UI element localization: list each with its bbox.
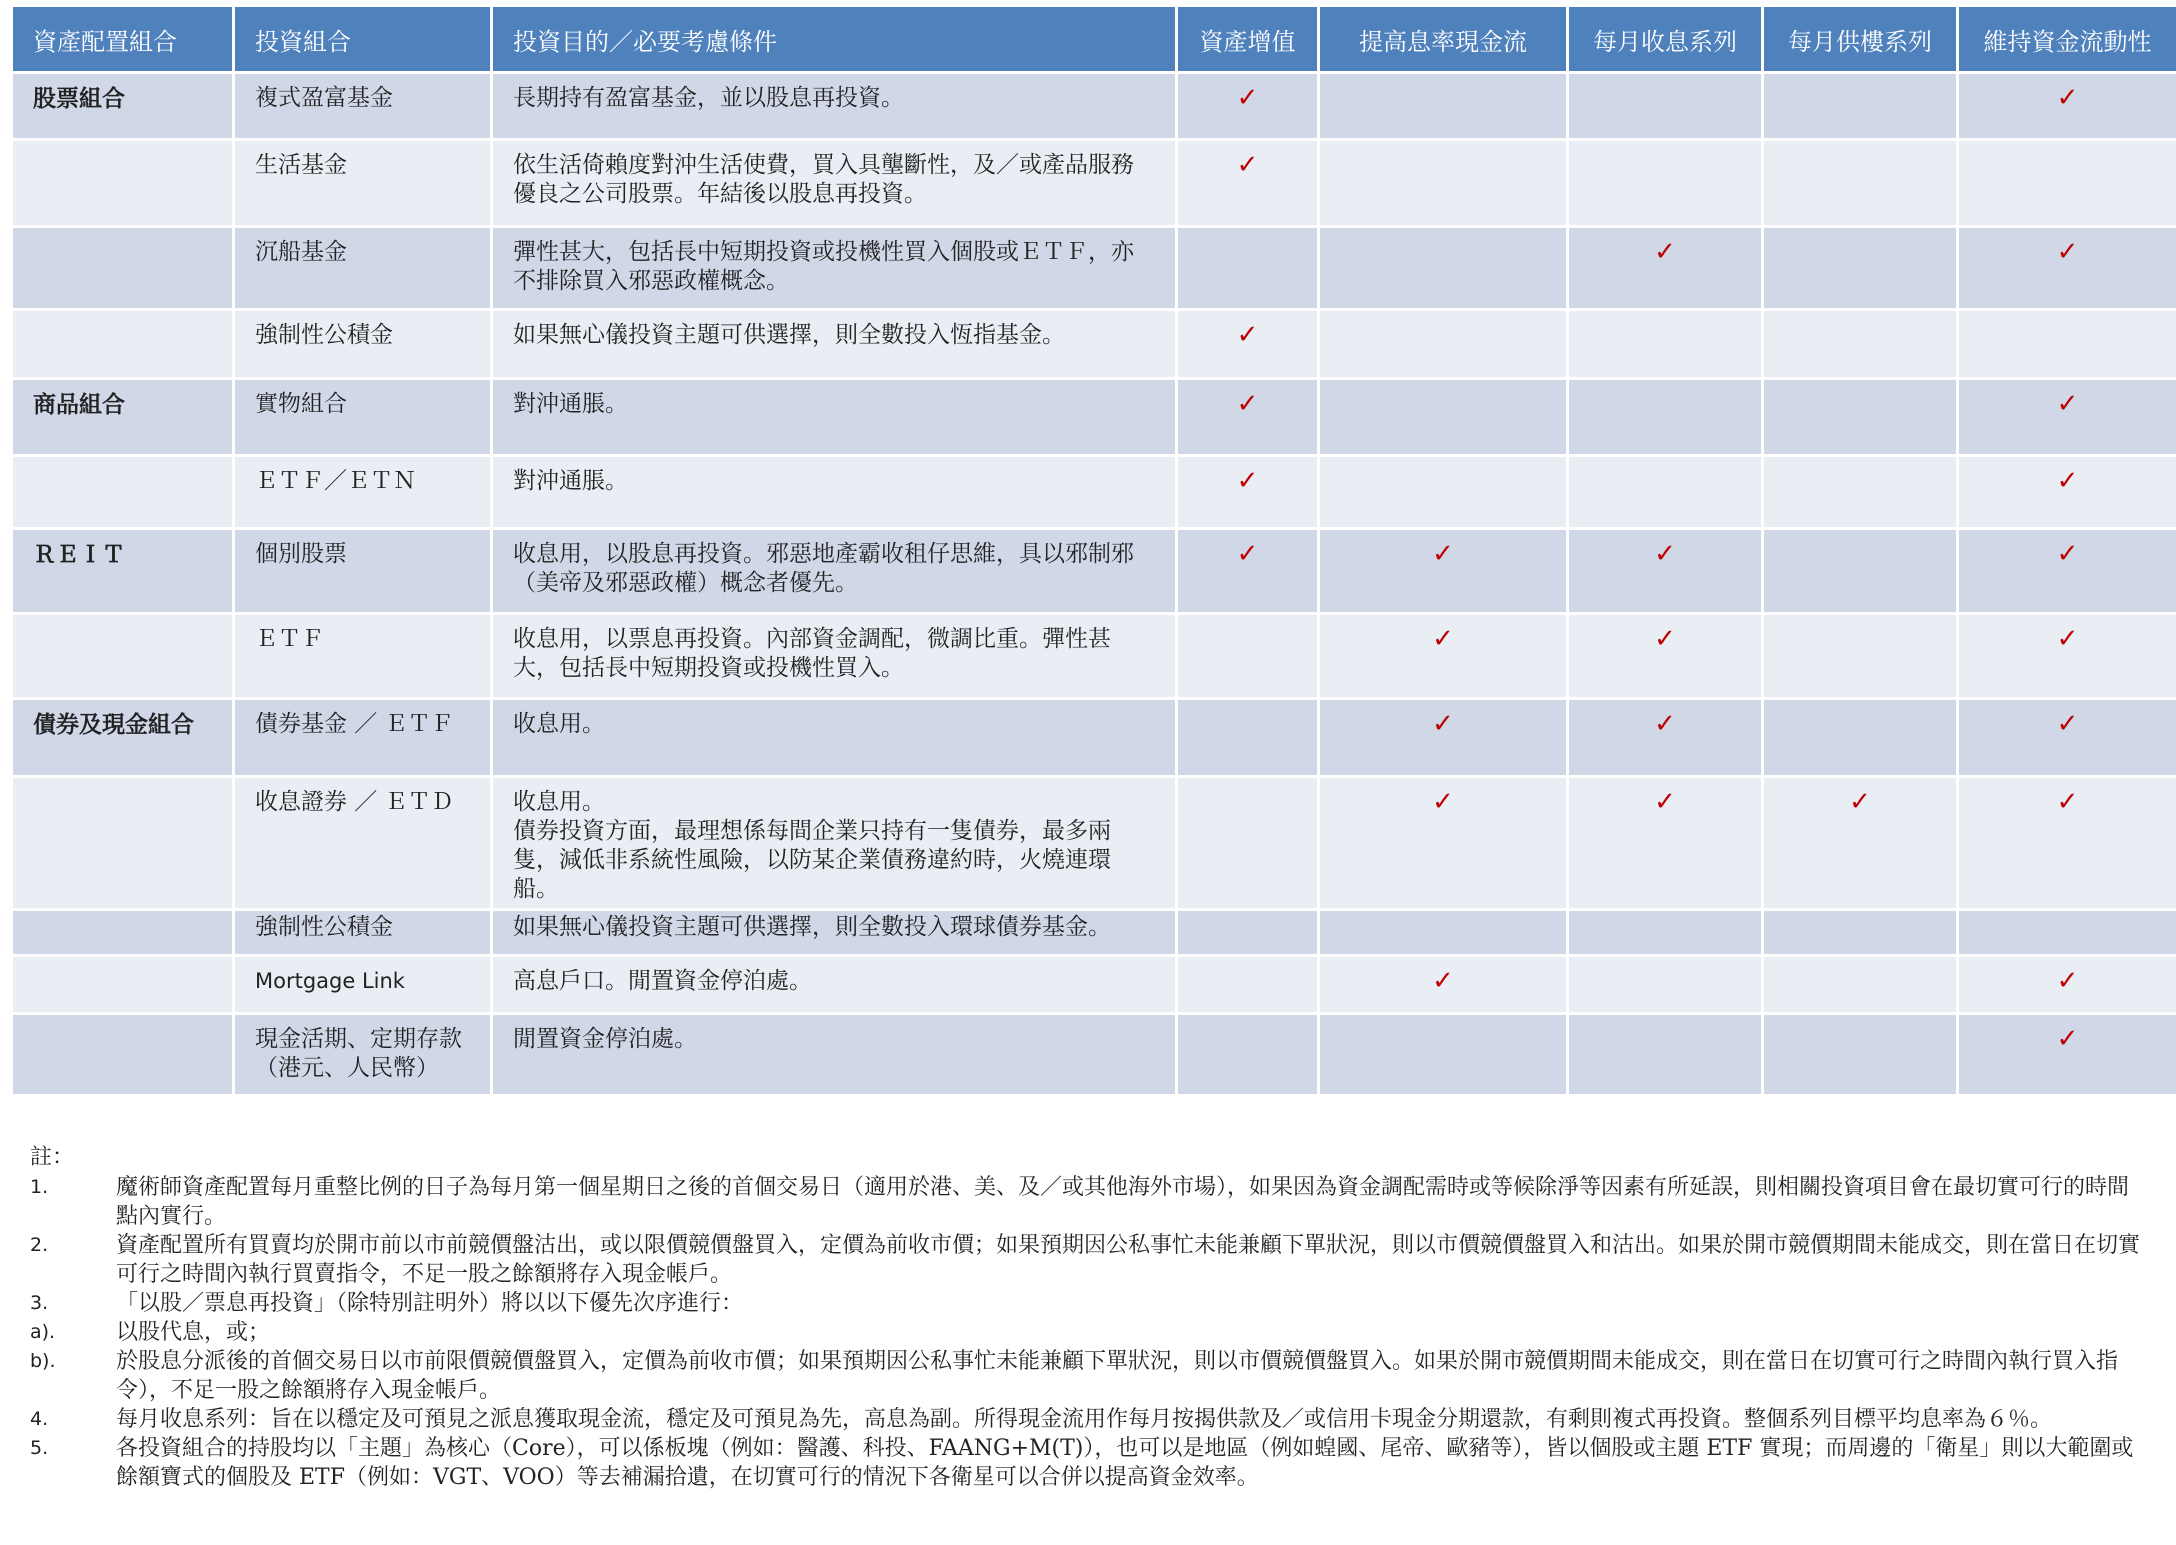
checkmark-icon: ✓	[1236, 320, 1259, 350]
checkmark-icon: ✓	[2056, 83, 2079, 113]
note-item	[30, 1318, 2150, 1347]
checkmark-icon: ✓	[1654, 709, 1676, 739]
table-row	[13, 957, 2176, 1012]
note-text: 於股息分派後的首個交易日以市前限價競價盤買入，定價為前收市價；如果預期因公私事忙未能兼顧下單狀況，則以市價競價盤買入。如果於開市競價期間未能成交，則在當日在切實可行之時間內執行買入指令），不足一股之餘額將存入現金帳戶。	[116, 1349, 2119, 1403]
check-cell-liquidity	[1959, 74, 2176, 138]
checkmark-icon: ✓	[2056, 539, 2079, 569]
asset-group-cell	[13, 911, 232, 954]
checkmark-icon: ✓	[2056, 1024, 2079, 1054]
purpose-cell: 如果無心儀投資主題可供選擇，則全數投入恆指基金。	[493, 311, 1175, 377]
check-cell-mortgage	[1764, 228, 1956, 308]
table-row	[13, 457, 2176, 527]
portfolio-cell: Mortgage Link	[235, 957, 490, 1012]
purpose-cell: 彈性甚大，包括長中短期投資或投機性買入個股或ＥＴＦ，亦不排除買入邪惡政權概念。	[493, 228, 1175, 308]
notes-list	[30, 1173, 2150, 1492]
purpose-cell: 高息戶口。閒置資金停泊處。	[493, 957, 1175, 1012]
check-cell-growth	[1178, 700, 1317, 775]
header-portfolio: 投資組合	[235, 7, 490, 71]
check-cell-growth	[1178, 141, 1317, 225]
table-row	[13, 228, 2176, 308]
check-cell-monthly-income	[1569, 615, 1761, 697]
check-cell-mortgage	[1764, 700, 1956, 775]
purpose-cell: 依生活倚賴度對沖生活使費，買入具壟斷性，及／或產品服務優良之公司股票。年結後以股息再投資。	[493, 141, 1175, 225]
header-asset-group: 資產配置組合	[13, 7, 232, 71]
asset-group-cell	[13, 141, 232, 225]
asset-group-cell	[13, 778, 232, 908]
check-cell-monthly-income	[1569, 700, 1761, 775]
check-cell-mortgage	[1764, 457, 1956, 527]
note-text: 各投資組合的持股均以「主題」為核心（Core），可以係板塊（例如：醫護、科投、FAANG+M(T)），也可以是地區（例如蝗國、尾帝、歐豬等），皆以個股或主題 ETF 實現；而周邊的「衛星」則以大範圍或餘額寶式的個股及 ETF（例如：VGT、VOO）等去補漏拾遺，在切實可行的情況下各衛星可以合併以提高資金效率。	[116, 1436, 2134, 1490]
check-cell-yield	[1320, 911, 1566, 954]
table-row	[13, 74, 2176, 138]
check-cell-yield	[1320, 530, 1566, 612]
check-cell-growth	[1178, 530, 1317, 612]
checkmark-icon: ✓	[1849, 787, 1871, 817]
note-text: 「以股／票息再投資」（除特別註明外）將以以下優先次序進行：	[116, 1291, 744, 1316]
check-cell-mortgage	[1764, 1015, 1956, 1094]
check-cell-liquidity	[1959, 141, 2176, 225]
check-cell-growth	[1178, 1015, 1317, 1094]
note-item	[30, 1289, 2150, 1318]
asset-group-cell	[13, 457, 232, 527]
check-cell-liquidity	[1959, 1015, 2176, 1094]
portfolio-cell: 強制性公積金	[235, 311, 490, 377]
table-row	[13, 700, 2176, 775]
check-cell-yield	[1320, 457, 1566, 527]
check-cell-monthly-income	[1569, 74, 1761, 138]
portfolio-cell: 現金活期、定期存款（港元、人民幣）	[235, 1015, 490, 1094]
check-cell-growth	[1178, 311, 1317, 377]
purpose-cell: 收息用。	[493, 700, 1175, 775]
portfolio-cell: 個別股票	[235, 530, 490, 612]
check-cell-liquidity	[1959, 457, 2176, 527]
check-cell-monthly-income	[1569, 457, 1761, 527]
header-asset-growth: 資產增值	[1178, 7, 1317, 71]
notes-title: 註：	[30, 1145, 75, 1170]
check-cell-mortgage	[1764, 778, 1956, 908]
check-cell-yield	[1320, 957, 1566, 1012]
note-item	[30, 1173, 2150, 1231]
check-cell-mortgage	[1764, 311, 1956, 377]
note-number: 2.	[30, 1234, 49, 1256]
check-cell-growth	[1178, 380, 1317, 454]
check-cell-mortgage	[1764, 615, 1956, 697]
purpose-cell: 收息用，以股息再投資。邪惡地產霸收租仔思維，具以邪制邪（美帝及邪惡政權）概念者優先。	[493, 530, 1175, 612]
checkmark-icon: ✓	[1654, 787, 1676, 817]
check-cell-yield	[1320, 700, 1566, 775]
check-cell-liquidity	[1959, 311, 2176, 377]
checkmark-icon: ✓	[2056, 624, 2079, 654]
check-cell-liquidity	[1959, 530, 2176, 612]
table-row	[13, 141, 2176, 225]
checkmark-icon: ✓	[1654, 539, 1676, 569]
note-number: 1.	[30, 1176, 49, 1198]
note-number: 5.	[30, 1437, 49, 1459]
asset-group-cell: 商品組合	[13, 380, 232, 454]
purpose-cell: 如果無心儀投資主題可供選擇，則全數投入環球債券基金。	[493, 911, 1175, 954]
purpose-cell: 對沖通脹。	[493, 457, 1175, 527]
check-cell-liquidity	[1959, 228, 2176, 308]
portfolio-cell: 複式盈富基金	[235, 74, 490, 138]
header-monthly-income: 每月收息系列	[1569, 7, 1761, 71]
note-item	[30, 1405, 2150, 1434]
check-cell-monthly-income	[1569, 957, 1761, 1012]
purpose-cell: 長期持有盈富基金，並以股息再投資。	[493, 74, 1175, 138]
check-cell-yield	[1320, 615, 1566, 697]
check-cell-growth	[1178, 457, 1317, 527]
table-row	[13, 1015, 2176, 1094]
check-cell-yield	[1320, 1015, 1566, 1094]
checkmark-icon: ✓	[2056, 787, 2079, 817]
checkmark-icon: ✓	[1432, 709, 1454, 739]
checkmark-icon: ✓	[2056, 389, 2079, 419]
check-cell-monthly-income	[1569, 1015, 1761, 1094]
check-cell-growth	[1178, 957, 1317, 1012]
note-item	[30, 1231, 2150, 1289]
checkmark-icon: ✓	[1236, 389, 1259, 419]
check-cell-monthly-income	[1569, 141, 1761, 225]
note-text: 以股代息，或；	[116, 1320, 271, 1345]
header-purpose: 投資目的／必要考慮條件	[493, 7, 1175, 71]
check-cell-growth	[1178, 911, 1317, 954]
asset-group-cell	[13, 1015, 232, 1094]
note-number: b).	[30, 1350, 56, 1372]
checkmark-icon: ✓	[2056, 237, 2079, 267]
table-row	[13, 778, 2176, 908]
table-header-row	[13, 7, 2176, 71]
check-cell-mortgage	[1764, 911, 1956, 954]
purpose-cell: 收息用，以票息再投資。內部資金調配，微調比重。彈性甚大，包括長中短期投資或投機性買入。	[493, 615, 1175, 697]
check-cell-monthly-income	[1569, 228, 1761, 308]
notes-section	[30, 1143, 2150, 1492]
check-cell-liquidity	[1959, 700, 2176, 775]
check-cell-mortgage	[1764, 141, 1956, 225]
check-cell-growth	[1178, 615, 1317, 697]
asset-group-cell	[13, 957, 232, 1012]
portfolio-cell: 債券基金 ／ ＥＴＦ	[235, 700, 490, 775]
asset-group-cell: ＲＥＩＴ	[13, 530, 232, 612]
checkmark-icon: ✓	[1236, 83, 1259, 113]
table-row	[13, 530, 2176, 612]
check-cell-yield	[1320, 311, 1566, 377]
portfolio-cell: ＥＴＦ／ＥＴＮ	[235, 457, 490, 527]
asset-group-cell: 債券及現金組合	[13, 700, 232, 775]
portfolio-cell: 收息證券 ／ ＥＴＤ	[235, 778, 490, 908]
check-cell-mortgage	[1764, 74, 1956, 138]
portfolio-cell: 沉船基金	[235, 228, 490, 308]
check-cell-mortgage	[1764, 530, 1956, 612]
note-text: 每月收息系列：旨在以穩定及可預見之派息獲取現金流，穩定及可預見為先，高息為副。所得現金流用作每月按揭供款及／或信用卡現金分期還款，有剩則複式再投資。整個系列目標平均息率為６％。	[116, 1407, 2053, 1432]
note-number: a).	[30, 1321, 56, 1343]
check-cell-growth	[1178, 228, 1317, 308]
checkmark-icon: ✓	[1432, 787, 1454, 817]
purpose-cell: 閒置資金停泊處。	[493, 1015, 1175, 1094]
check-cell-liquidity	[1959, 615, 2176, 697]
asset-allocation-table	[10, 4, 2176, 1097]
portfolio-cell: 強制性公積金	[235, 911, 490, 954]
table-row	[13, 615, 2176, 697]
checkmark-icon: ✓	[1236, 466, 1259, 496]
checkmark-icon: ✓	[1654, 237, 1676, 267]
check-cell-mortgage	[1764, 380, 1956, 454]
table-row	[13, 380, 2176, 454]
note-item	[30, 1434, 2150, 1492]
check-cell-monthly-income	[1569, 911, 1761, 954]
asset-group-cell	[13, 228, 232, 308]
check-cell-monthly-income	[1569, 530, 1761, 612]
check-cell-liquidity	[1959, 957, 2176, 1012]
checkmark-icon: ✓	[1432, 624, 1454, 654]
checkmark-icon: ✓	[1654, 624, 1676, 654]
check-cell-monthly-income	[1569, 380, 1761, 454]
header-liquidity: 維持資金流動性	[1959, 7, 2176, 71]
check-cell-yield	[1320, 228, 1566, 308]
portfolio-cell: 實物組合	[235, 380, 490, 454]
check-cell-growth	[1178, 778, 1317, 908]
asset-group-cell	[13, 615, 232, 697]
portfolio-cell: ＥＴＦ	[235, 615, 490, 697]
table-body	[13, 74, 2176, 1094]
note-text: 魔術師資產配置每月重整比例的日子為每月第一個星期日之後的首個交易日（適用於港、美、及／或其他海外市場），如果因為資金調配需時或等候除淨等因素有所延誤，則相關投資項目會在最切實可行的時間點內實行。	[116, 1175, 2130, 1229]
header-monthly-mortgage: 每月供樓系列	[1764, 7, 1956, 71]
note-item	[30, 1347, 2150, 1405]
portfolio-cell: 生活基金	[235, 141, 490, 225]
checkmark-icon: ✓	[2056, 466, 2079, 496]
checkmark-icon: ✓	[1236, 150, 1259, 180]
check-cell-monthly-income	[1569, 311, 1761, 377]
note-text: 資產配置所有買賣均於開市前以市前競價盤沽出，或以限價競價盤買入，定價為前收市價；如果預期因公私事忙未能兼顧下單狀況，則以市價競價盤買入和沽出。如果於開市競價期間未能成交，則在當日在切實可行之時間內執行買賣指令，不足一股之餘額將存入現金帳戶。	[116, 1233, 2141, 1287]
asset-group-cell: 股票組合	[13, 74, 232, 138]
checkmark-icon: ✓	[1236, 539, 1259, 569]
checkmark-icon: ✓	[2056, 709, 2079, 739]
purpose-cell: 對沖通脹。	[493, 380, 1175, 454]
checkmark-icon: ✓	[1432, 539, 1454, 569]
check-cell-liquidity	[1959, 778, 2176, 908]
check-cell-growth	[1178, 74, 1317, 138]
check-cell-liquidity	[1959, 911, 2176, 954]
check-cell-yield	[1320, 141, 1566, 225]
table-row	[13, 311, 2176, 377]
check-cell-monthly-income	[1569, 778, 1761, 908]
table-row	[13, 911, 2176, 954]
check-cell-yield	[1320, 778, 1566, 908]
check-cell-yield	[1320, 74, 1566, 138]
header-higher-yield: 提高息率現金流	[1320, 7, 1566, 71]
note-number: 4.	[30, 1408, 49, 1430]
check-cell-liquidity	[1959, 380, 2176, 454]
note-number: 3.	[30, 1292, 49, 1314]
asset-group-cell	[13, 311, 232, 377]
checkmark-icon: ✓	[2056, 966, 2079, 996]
purpose-cell: 收息用。 債券投資方面，最理想係每間企業只持有一隻債券，最多兩隻，減低非系統性風險，以防某企業債務違約時，火燒連環船。	[493, 778, 1175, 908]
checkmark-icon: ✓	[1432, 966, 1454, 996]
check-cell-mortgage	[1764, 957, 1956, 1012]
check-cell-yield	[1320, 380, 1566, 454]
